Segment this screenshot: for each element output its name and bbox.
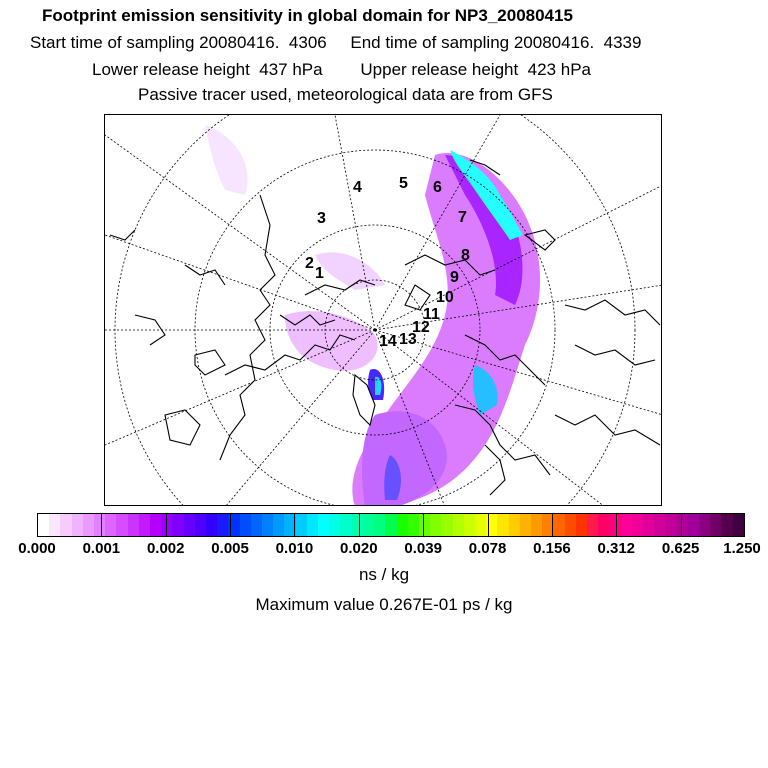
colorbar-swatch <box>385 514 396 536</box>
colorbar-tick <box>101 514 102 536</box>
colorbar-swatch <box>441 514 452 536</box>
trajectory-label-10: 10 <box>436 289 454 306</box>
colorbar-swatch <box>296 514 307 536</box>
colorbar-swatch <box>632 514 643 536</box>
colorbar-swatch <box>453 514 464 536</box>
colorbar-swatch <box>318 514 329 536</box>
colorbar-swatch <box>38 514 49 536</box>
sensitivity-field <box>205 125 540 506</box>
colorbar-tick-label: 0.312 <box>597 540 636 557</box>
colorbar-swatch <box>520 514 531 536</box>
colorbar-tick-label: 0.625 <box>661 540 700 557</box>
colorbar-tick <box>230 514 231 536</box>
colorbar-unit: ns / kg <box>358 565 410 584</box>
maximum-value: Maximum value 0.267E-01 ps / kg <box>255 595 513 614</box>
trajectory-label-6: 6 <box>433 179 442 196</box>
colorbar-swatch <box>116 514 127 536</box>
colorbar-swatch <box>531 514 542 536</box>
colorbar-swatch <box>598 514 609 536</box>
colorbar-tick <box>423 514 424 536</box>
colorbar-swatch <box>150 514 161 536</box>
map-canvas <box>105 115 662 506</box>
colorbar-swatch <box>621 514 632 536</box>
plot-title: Footprint emission sensitivity in global domain for NP3_20080415 <box>42 6 573 25</box>
colorbar-tick-label: 0.156 <box>533 540 571 557</box>
colorbar-swatch <box>60 514 71 536</box>
colorbar-tick-label: 0.039 <box>404 540 442 557</box>
trajectory-label-1: 1 <box>315 265 324 282</box>
colorbar-tick-label: 0.010 <box>275 540 314 557</box>
colorbar-swatch <box>352 514 363 536</box>
colorbar-swatch <box>72 514 83 536</box>
colorbar-swatch <box>307 514 318 536</box>
colorbar-tick-label: 0.000 <box>18 540 56 557</box>
colorbar-swatch <box>49 514 60 536</box>
colorbar-swatch <box>408 514 419 536</box>
trajectory-label-9: 9 <box>450 269 459 286</box>
colorbar-swatch <box>419 514 430 536</box>
trajectory-label-11: 11 <box>423 306 440 323</box>
colorbar-swatch <box>497 514 508 536</box>
release-heights: Lower release height 437 hPa Upper release height 423 hPa <box>92 60 591 79</box>
trajectory-label-12: 12 <box>412 319 430 336</box>
colorbar-swatch <box>161 514 172 536</box>
colorbar-swatch <box>251 514 262 536</box>
trajectory-label-3: 3 <box>317 210 326 227</box>
colorbar-swatch <box>262 514 273 536</box>
colorbar-tick <box>616 514 617 536</box>
colorbar-swatch <box>464 514 475 536</box>
colorbar-swatch <box>677 514 688 536</box>
colorbar-tick <box>359 514 360 536</box>
colorbar-swatch <box>665 514 676 536</box>
colorbar-swatch <box>128 514 139 536</box>
sampling-times: Start time of sampling 20080416. 4306 End time of sampling 20080416. 4339 <box>30 33 642 52</box>
colorbar-swatch <box>172 514 183 536</box>
trajectory-label-7: 7 <box>458 209 467 226</box>
colorbar-swatch <box>733 514 744 536</box>
colorbar-tick <box>294 514 295 536</box>
colorbar-swatch <box>509 514 520 536</box>
trajectory-label-2: 2 <box>305 255 314 272</box>
colorbar-swatch <box>475 514 486 536</box>
colorbar-swatch <box>329 514 340 536</box>
tracer-info: Passive tracer used, meteorological data are from GFS <box>138 85 553 104</box>
colorbar-swatch <box>587 514 598 536</box>
colorbar-swatch <box>206 514 217 536</box>
colorbar-tick-label: 0.020 <box>340 540 378 557</box>
colorbar-swatch <box>721 514 732 536</box>
trajectory-label-13: 13 <box>399 331 417 348</box>
colorbar-tick-label: 0.005 <box>211 540 249 557</box>
colorbar-swatch <box>195 514 206 536</box>
colorbar-swatch <box>565 514 576 536</box>
colorbar-swatch <box>553 514 564 536</box>
colorbar-tick-label: 1.250 <box>723 540 761 557</box>
colorbar-tick <box>681 514 682 536</box>
colorbar-swatch <box>699 514 710 536</box>
colorbar-tick <box>166 514 167 536</box>
colorbar-swatch <box>94 514 105 536</box>
colorbar <box>37 513 745 537</box>
colorbar-swatch <box>688 514 699 536</box>
colorbar-swatch <box>340 514 351 536</box>
colorbar-swatch <box>363 514 374 536</box>
colorbar-swatch <box>430 514 441 536</box>
colorbar-swatch <box>397 514 408 536</box>
colorbar-swatch <box>374 514 385 536</box>
colorbar-swatch <box>83 514 94 536</box>
trajectory-label-14: 14 <box>379 333 397 350</box>
colorbar-swatch <box>217 514 228 536</box>
colorbar-swatch <box>105 514 116 536</box>
colorbar-swatch <box>184 514 195 536</box>
colorbar-swatch <box>609 514 620 536</box>
colorbar-swatch <box>240 514 251 536</box>
colorbar-swatch <box>643 514 654 536</box>
trajectory-label-8: 8 <box>461 247 470 264</box>
trajectory-label-4: 4 <box>353 179 362 196</box>
colorbar-tick-label: 0.001 <box>82 540 121 557</box>
footprint-map <box>104 114 662 506</box>
colorbar-swatch <box>273 514 284 536</box>
trajectory-label-5: 5 <box>399 175 408 192</box>
colorbar-swatch <box>710 514 721 536</box>
colorbar-tick-label: 0.002 <box>146 540 185 557</box>
colorbar-swatch <box>576 514 587 536</box>
colorbar-tick-label: 0.078 <box>468 540 507 557</box>
colorbar-tick <box>552 514 553 536</box>
colorbar-swatch <box>654 514 665 536</box>
colorbar-swatch <box>139 514 150 536</box>
colorbar-tick <box>488 514 489 536</box>
